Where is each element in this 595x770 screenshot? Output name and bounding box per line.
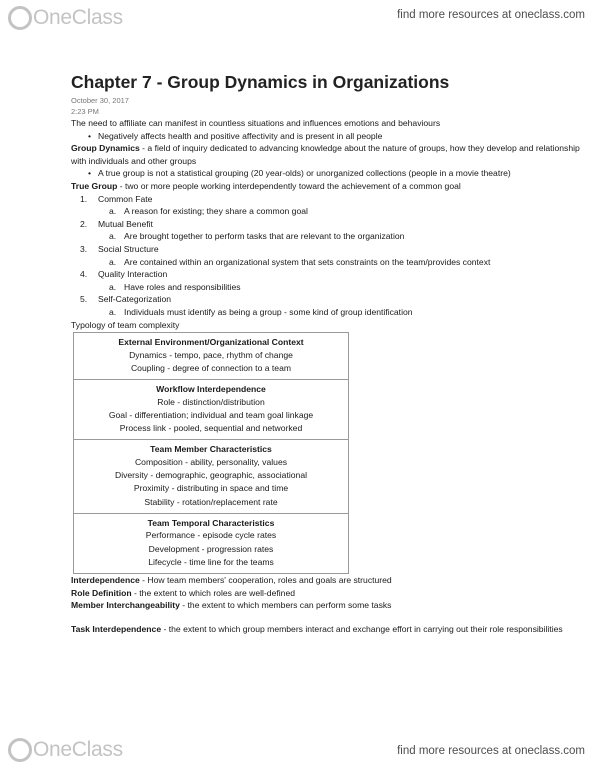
typology-line: Process link - pooled, sequential and networked [119, 423, 303, 434]
footer-tagline[interactable]: find more resources at oneclass.com [397, 745, 585, 757]
typology-line: Stability - rotation/replacement rate [144, 496, 278, 507]
typology-line: Composition - ability, personality, values [134, 456, 288, 467]
note-time: 2:23 PM [71, 107, 99, 116]
logo-circle-icon [8, 738, 32, 762]
logo-circle-icon [8, 6, 32, 30]
list-item: 1. Common Fate [80, 193, 153, 204]
typology-line: Goal - differentiation; individual and team goal linkage [108, 409, 314, 420]
intro-bullet [71, 130, 581, 143]
typology-section [74, 333, 348, 380]
typology-heading: Workflow Interdependence [156, 384, 266, 395]
page-title: Chapter 7 - Group Dynamics in Organizations [71, 72, 450, 92]
list-item: 2. Mutual Benefit [80, 218, 153, 229]
typology-line: Lifecycle - time line for the teams [148, 556, 274, 567]
intro-bullet-text: Negatively affects health and positive affectivity and is present in all people [98, 130, 383, 141]
oneclass-logo[interactable] [8, 6, 123, 30]
member-interchangeability-definition: Member Interchangeability - the extent to which members can perform some tasks [71, 600, 392, 611]
typology-line: Coupling - degree of connection to a team [130, 362, 292, 373]
interdependence-definition: Interdependence - How team members' cooperation, roles and goals are structured [71, 574, 392, 585]
typology-line: Performance - episode cycle rates [145, 530, 277, 541]
typology-section [74, 514, 348, 573]
bullet-icon: • [88, 130, 92, 141]
typology-heading: Team Temporal Characteristics [147, 517, 275, 528]
list-subitem: a. Are brought together to perform tasks that are relevant to the organization [109, 231, 405, 242]
list-subitem: a. Individuals must identify as being a group - some kind of group identification [109, 306, 413, 317]
note-date: October 30, 2017 [71, 96, 129, 105]
typology-section [74, 380, 348, 440]
true-group-term: True Group [71, 180, 118, 191]
typology-line: Development - progression rates [148, 543, 274, 554]
typology-line: Diversity - demographic, geographic, associational [114, 470, 308, 481]
oneclass-logo-footer[interactable] [8, 738, 123, 762]
group-dynamics-bullet-text: A true group is not a statistical grouping (20 year-olds) or unorganized collections (people in a movie theatre) [98, 168, 511, 179]
logo-text: OneClass [33, 6, 123, 29]
typology-table [73, 332, 349, 574]
intro-paragraph: The need to affiliate can manifest in countless situations and influences emotions and behaviours [71, 118, 441, 128]
logo-text: OneClass [33, 738, 123, 761]
true-group-definition [71, 180, 581, 193]
group-dynamics-term: Group Dynamics [71, 143, 140, 154]
typology-line: Dynamics - tempo, pace, rhythm of change [129, 349, 293, 360]
true-group-list [71, 193, 581, 319]
task-interdependence-definition: Task Interdependence - the extent to which group members interact and exchange effort in carrying out their role responsibilities [71, 623, 563, 634]
group-dynamics-bullet [71, 167, 581, 180]
header-tagline[interactable]: find more resources at oneclass.com [397, 9, 585, 21]
role-definition-definition: Role Definition - the extent to which roles are well-defined [71, 587, 296, 598]
typology-line: Role - distinction/distribution [157, 396, 265, 407]
list-item: 3. Social Structure [80, 243, 159, 254]
list-item: 4. Quality Interaction [80, 269, 168, 280]
group-dynamics-text: - a field of inquiry dedicated to advancing knowledge about the nature of groups, how they develop and relationship with individuals and other groups [71, 143, 580, 166]
true-group-text: - two or more people working interdependently toward the achievement of a common goal [117, 180, 461, 191]
typology-section [74, 440, 348, 513]
group-dynamics-definition [71, 142, 581, 167]
typology-heading: Team Member Characteristics [150, 444, 272, 455]
typology-label: Typology of team complexity [71, 319, 180, 330]
list-subitem: a. Are contained within an organizational system that sets constraints on the team/provides context [109, 256, 491, 267]
typology-line: Proximity - distributing in space and time [133, 483, 289, 494]
typology-heading: External Environment/Organizational Context [118, 337, 304, 348]
document-body [71, 72, 581, 635]
list-subitem: a. Have roles and responsibilities [109, 281, 241, 292]
list-subitem: a. A reason for existing; they share a common goal [109, 206, 308, 217]
list-item: 5. Self-Categorization [80, 294, 172, 305]
bullet-icon: • [88, 168, 92, 179]
